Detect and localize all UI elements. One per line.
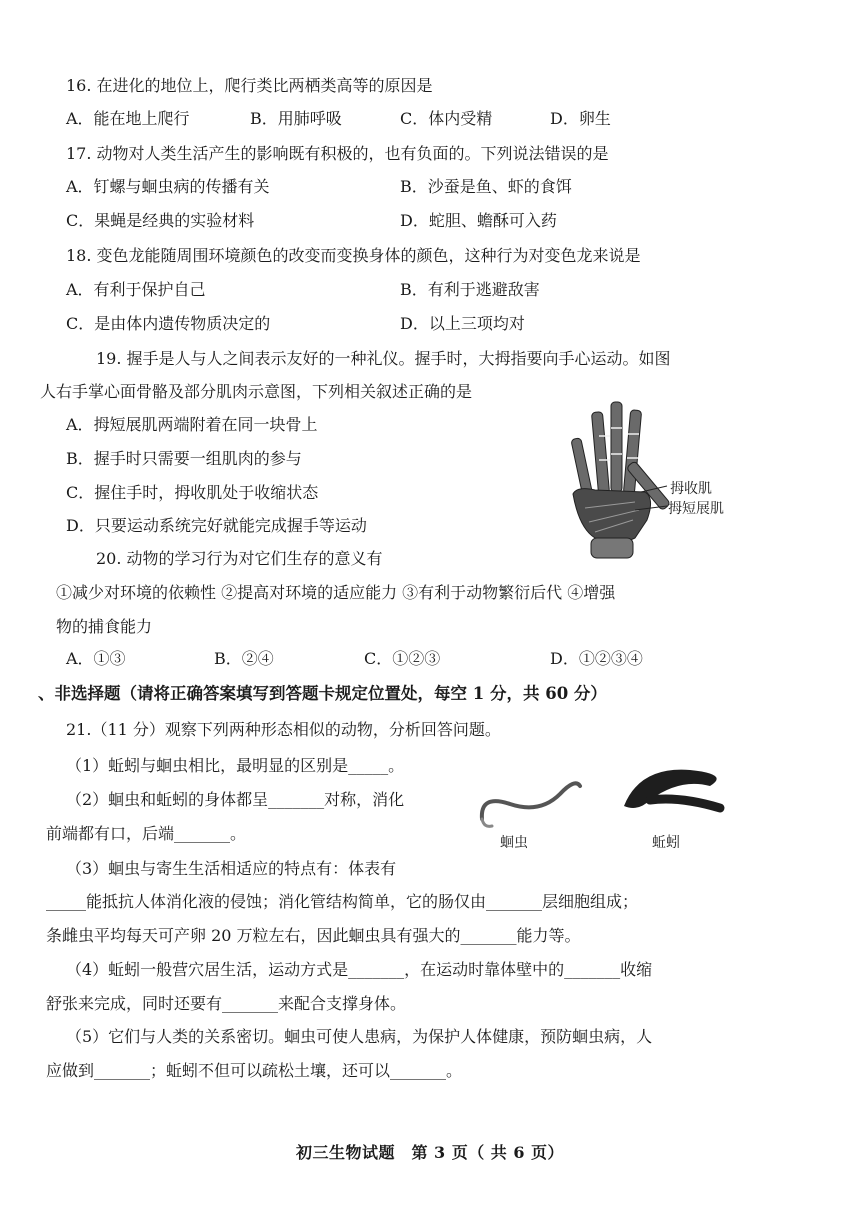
q20-items-line2: 物的捕食能力 [56, 617, 153, 636]
q16-option-a: A．能在地上爬行 [66, 109, 190, 128]
q20-option-b: B．②④ [214, 649, 274, 668]
q16-option-c: C．体内受精 [400, 109, 493, 128]
q17-option-a: A．钉螺与蛔虫病的传播有关 [66, 177, 270, 196]
q20-stem: 20. 动物的学习行为对它们生存的意义有 [96, 549, 383, 568]
q16-option-b: B．用肺呼吸 [250, 109, 342, 128]
fig-label-abductor-pollicis-brevis: 拇短展肌 [668, 501, 724, 517]
q21-part2-line1: （2）蛔虫和蚯蚓的身体都呈_______对称，消化 [66, 790, 405, 809]
q17-option-d: D．蛇胆、蟾酥可入药 [400, 211, 557, 230]
q21-part5-line2: 应做到_______；蚯蚓不但可以疏松土壤，还可以_______。 [46, 1061, 463, 1080]
fig-label-earthworm: 蚯蚓 [652, 835, 680, 851]
q18-option-a: A．有利于保护自己 [66, 280, 206, 299]
q21-part3-line1: （3）蛔虫与寄生生活相适应的特点有：体表有 [66, 859, 397, 878]
page-footer: 初三生物试题 第 3 页（ 共 6 页） [295, 1143, 565, 1162]
q16-stem: 16. 在进化的地位上，爬行类比两栖类高等的原因是 [66, 76, 433, 95]
q17-option-c: C．果蝇是经典的实验材料 [66, 211, 255, 230]
q20-items-line1: ①减少对环境的依赖性 ②提高对环境的适应能力 ③有利于动物繁衍后代 ④增强 [56, 583, 616, 602]
q21-part3-line2: _____能抵抗人体消化液的侵蚀；消化管结构简单，它的肠仅由_______层细胞组成； [46, 892, 639, 911]
q21-stem: 21.（11 分）观察下列两种形态相似的动物，分析回答问题。 [66, 720, 501, 739]
q18-stem: 18. 变色龙能随周围环境颜色的改变而变换身体的颜色，这种行为对变色龙来说是 [66, 246, 641, 265]
q18-option-d: D．以上三项均对 [400, 314, 525, 333]
q17-option-b: B．沙蚕是鱼、虾的食饵 [400, 177, 572, 196]
q19-stem-line2: 人右手掌心面骨骼及部分肌肉示意图，下列相关叙述正确的是 [40, 382, 473, 401]
q18-option-b: B．有利于逃避敌害 [400, 280, 540, 299]
q20-option-c: C．①②③ [364, 649, 441, 668]
roundworm-figure [470, 764, 590, 834]
q19-option-c: C．握住手时，拇收肌处于收缩状态 [66, 483, 319, 502]
q21-part1: （1）蚯蚓与蛔虫相比，最明显的区别是_____。 [66, 756, 405, 775]
fig-label-adductor-pollicis: 拇收肌 [670, 481, 712, 497]
q20-option-a: A．①③ [66, 649, 126, 668]
q21-part3-line3: 条雌虫平均每天可产卵 20 万粒左右，因此蛔虫具有强大的_______能力等。 [46, 926, 581, 945]
q17-stem: 17. 动物对人类生活产生的影响既有积极的，也有负面的。下列说法错误的是 [66, 144, 609, 163]
q19-stem-line1: 19. 握手是人与人之间表示友好的一种礼仪。握手时，大拇指要向手心运动。如图 [96, 349, 671, 368]
section-title: 、非选择题（请将正确答案填写到答题卡规定位置处，每空 1 分，共 60 分） [38, 684, 607, 703]
q19-option-d: D．只要运动系统完好就能完成握手等运动 [66, 516, 367, 535]
q19-option-b: B．握手时只需要一组肌肉的参与 [66, 449, 302, 468]
q18-option-c: C．是由体内遗传物质决定的 [66, 314, 271, 333]
q21-part5-line1: （5）它们与人类的关系密切。蛔虫可使人患病，为保护人体健康，预防蛔虫病，人 [66, 1027, 653, 1046]
q21-part4-line2: 舒张来完成，同时还要有_______来配合支撑身体。 [46, 994, 407, 1013]
q16-option-d: D．卵生 [550, 109, 611, 128]
q21-part4-line1: （4）蚯蚓一般营穴居生活，运动方式是_______，在运动时靠体壁中的_______收缩 [66, 960, 653, 979]
q19-option-a: A．拇短展肌两端附着在同一块骨上 [66, 415, 318, 434]
fig-label-roundworm: 蛔虫 [500, 835, 528, 851]
q20-option-d: D．①②③④ [550, 649, 643, 668]
q21-part2-line2: 前端都有口，后端_______。 [46, 824, 247, 843]
earthworm-figure [610, 756, 740, 826]
